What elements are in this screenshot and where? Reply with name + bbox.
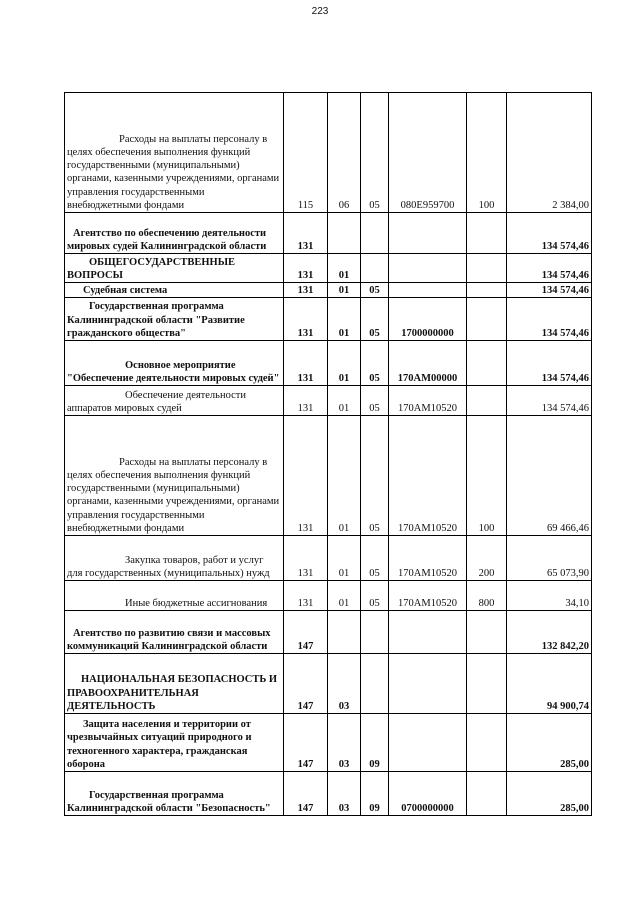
row-name: Обеспечение деятельности аппаратов мировых судей	[65, 386, 284, 416]
row-sum: 65 073,90	[507, 536, 592, 581]
table-row	[65, 341, 592, 386]
row-name: Иные бюджетные ассигнования	[65, 581, 284, 611]
row-rz: 03	[328, 654, 361, 714]
row-vr	[467, 714, 507, 772]
row-pr: 05	[361, 93, 389, 213]
row-sum: 134 574,46	[507, 341, 592, 386]
row-rz: 01	[328, 416, 361, 536]
row-csr: 080E959700	[389, 93, 467, 213]
row-ved: 147	[284, 772, 328, 816]
row-csr	[389, 213, 467, 254]
row-csr	[389, 611, 467, 654]
row-pr: 05	[361, 283, 389, 298]
row-csr	[389, 254, 467, 283]
row-ved: 131	[284, 341, 328, 386]
row-ved: 147	[284, 611, 328, 654]
row-name: Государственная программа Калининградской области "Развитие гражданского общества"	[65, 298, 284, 341]
row-vr: 200	[467, 536, 507, 581]
row-rz: 03	[328, 714, 361, 772]
row-rz	[328, 213, 361, 254]
row-vr: 100	[467, 416, 507, 536]
table-row	[65, 581, 592, 611]
table-row	[65, 536, 592, 581]
row-csr: 170АМ10520	[389, 536, 467, 581]
row-vr	[467, 254, 507, 283]
row-name: Закупка товаров, работ и услуг для государственных (муниципальных) нужд	[65, 536, 284, 581]
row-pr: 05	[361, 536, 389, 581]
table-row	[65, 213, 592, 254]
row-name: Агентство по развитию связи и массовых коммуникаций Калининградской области	[65, 611, 284, 654]
row-ved: 131	[284, 386, 328, 416]
row-ved: 131	[284, 536, 328, 581]
row-pr: 05	[361, 341, 389, 386]
row-pr: 09	[361, 772, 389, 816]
row-sum: 134 574,46	[507, 283, 592, 298]
row-vr: 100	[467, 93, 507, 213]
table-row	[65, 654, 592, 714]
row-sum: 134 574,46	[507, 298, 592, 341]
row-csr: 170АМ10520	[389, 386, 467, 416]
row-pr: 05	[361, 386, 389, 416]
row-sum: 34,10	[507, 581, 592, 611]
row-name: Государственная программа Калининградской области "Безопасность"	[65, 772, 284, 816]
table-row	[65, 93, 592, 213]
row-sum: 285,00	[507, 772, 592, 816]
row-sum: 132 842,20	[507, 611, 592, 654]
row-name: Расходы на выплаты персоналу в целях обеспечения выполнения функций государственными (муниципальными) органами, казенными учреждениями, органами управления государственными внебюджетными фондами	[65, 93, 284, 213]
row-pr: 09	[361, 714, 389, 772]
row-rz: 01	[328, 581, 361, 611]
row-ved: 131	[284, 254, 328, 283]
table-row	[65, 386, 592, 416]
table-row	[65, 283, 592, 298]
row-csr: 1700000000	[389, 298, 467, 341]
row-ved: 131	[284, 283, 328, 298]
budget-table	[64, 92, 592, 816]
table-row	[65, 714, 592, 772]
row-pr: 05	[361, 581, 389, 611]
row-sum: 134 574,46	[507, 386, 592, 416]
row-sum: 69 466,46	[507, 416, 592, 536]
row-vr	[467, 213, 507, 254]
row-rz: 03	[328, 772, 361, 816]
row-rz: 01	[328, 386, 361, 416]
table-row	[65, 254, 592, 283]
row-vr: 800	[467, 581, 507, 611]
row-name: Агентство по обеспечению деятельности мировых судей Калининградской области	[65, 213, 284, 254]
row-csr: 170АМ10520	[389, 581, 467, 611]
row-pr: 05	[361, 298, 389, 341]
row-vr	[467, 298, 507, 341]
row-pr: 05	[361, 416, 389, 536]
row-ved: 115	[284, 93, 328, 213]
row-pr	[361, 254, 389, 283]
row-rz: 01	[328, 254, 361, 283]
row-vr	[467, 654, 507, 714]
row-rz	[328, 611, 361, 654]
row-ved: 131	[284, 581, 328, 611]
row-vr	[467, 341, 507, 386]
row-sum: 94 900,74	[507, 654, 592, 714]
row-sum: 134 574,46	[507, 213, 592, 254]
row-csr: 170АМ10520	[389, 416, 467, 536]
table-row	[65, 611, 592, 654]
row-sum: 2 384,00	[507, 93, 592, 213]
row-ved: 147	[284, 714, 328, 772]
row-name: Расходы на выплаты персоналу в целях обеспечения выполнения функций государственными (муниципальными) органами, казенными учреждениями, органами управления государственными внебюджетными фондами	[65, 416, 284, 536]
row-csr: 0700000000	[389, 772, 467, 816]
row-ved: 147	[284, 654, 328, 714]
row-vr	[467, 611, 507, 654]
row-csr	[389, 654, 467, 714]
row-vr	[467, 772, 507, 816]
row-rz: 06	[328, 93, 361, 213]
row-name: Судебная система	[65, 283, 284, 298]
row-sum: 285,00	[507, 714, 592, 772]
table-row	[65, 298, 592, 341]
row-ved: 131	[284, 213, 328, 254]
row-ved: 131	[284, 416, 328, 536]
row-rz: 01	[328, 341, 361, 386]
row-pr	[361, 213, 389, 254]
table-row	[65, 416, 592, 536]
row-sum: 134 574,46	[507, 254, 592, 283]
table-row	[65, 772, 592, 816]
row-vr	[467, 386, 507, 416]
row-csr	[389, 283, 467, 298]
row-name: НАЦИОНАЛЬНАЯ БЕЗОПАСНОСТЬ И ПРАВООХРАНИТЕЛЬНАЯ ДЕЯТЕЛЬНОСТЬ	[65, 654, 284, 714]
row-name: Основное мероприятие "Обеспечение деятельности мировых судей"	[65, 341, 284, 386]
page-number: 223	[311, 6, 329, 17]
row-rz: 01	[328, 283, 361, 298]
row-csr	[389, 714, 467, 772]
row-pr	[361, 611, 389, 654]
row-vr	[467, 283, 507, 298]
row-name: Защита населения и территории от чрезвычайных ситуаций природного и техногенного характера, гражданская оборона	[65, 714, 284, 772]
row-csr: 170АМ00000	[389, 341, 467, 386]
row-ved: 131	[284, 298, 328, 341]
row-pr	[361, 654, 389, 714]
row-rz: 01	[328, 536, 361, 581]
row-name: ОБЩЕГОСУДАРСТВЕННЫЕ ВОПРОСЫ	[65, 254, 284, 283]
row-rz: 01	[328, 298, 361, 341]
